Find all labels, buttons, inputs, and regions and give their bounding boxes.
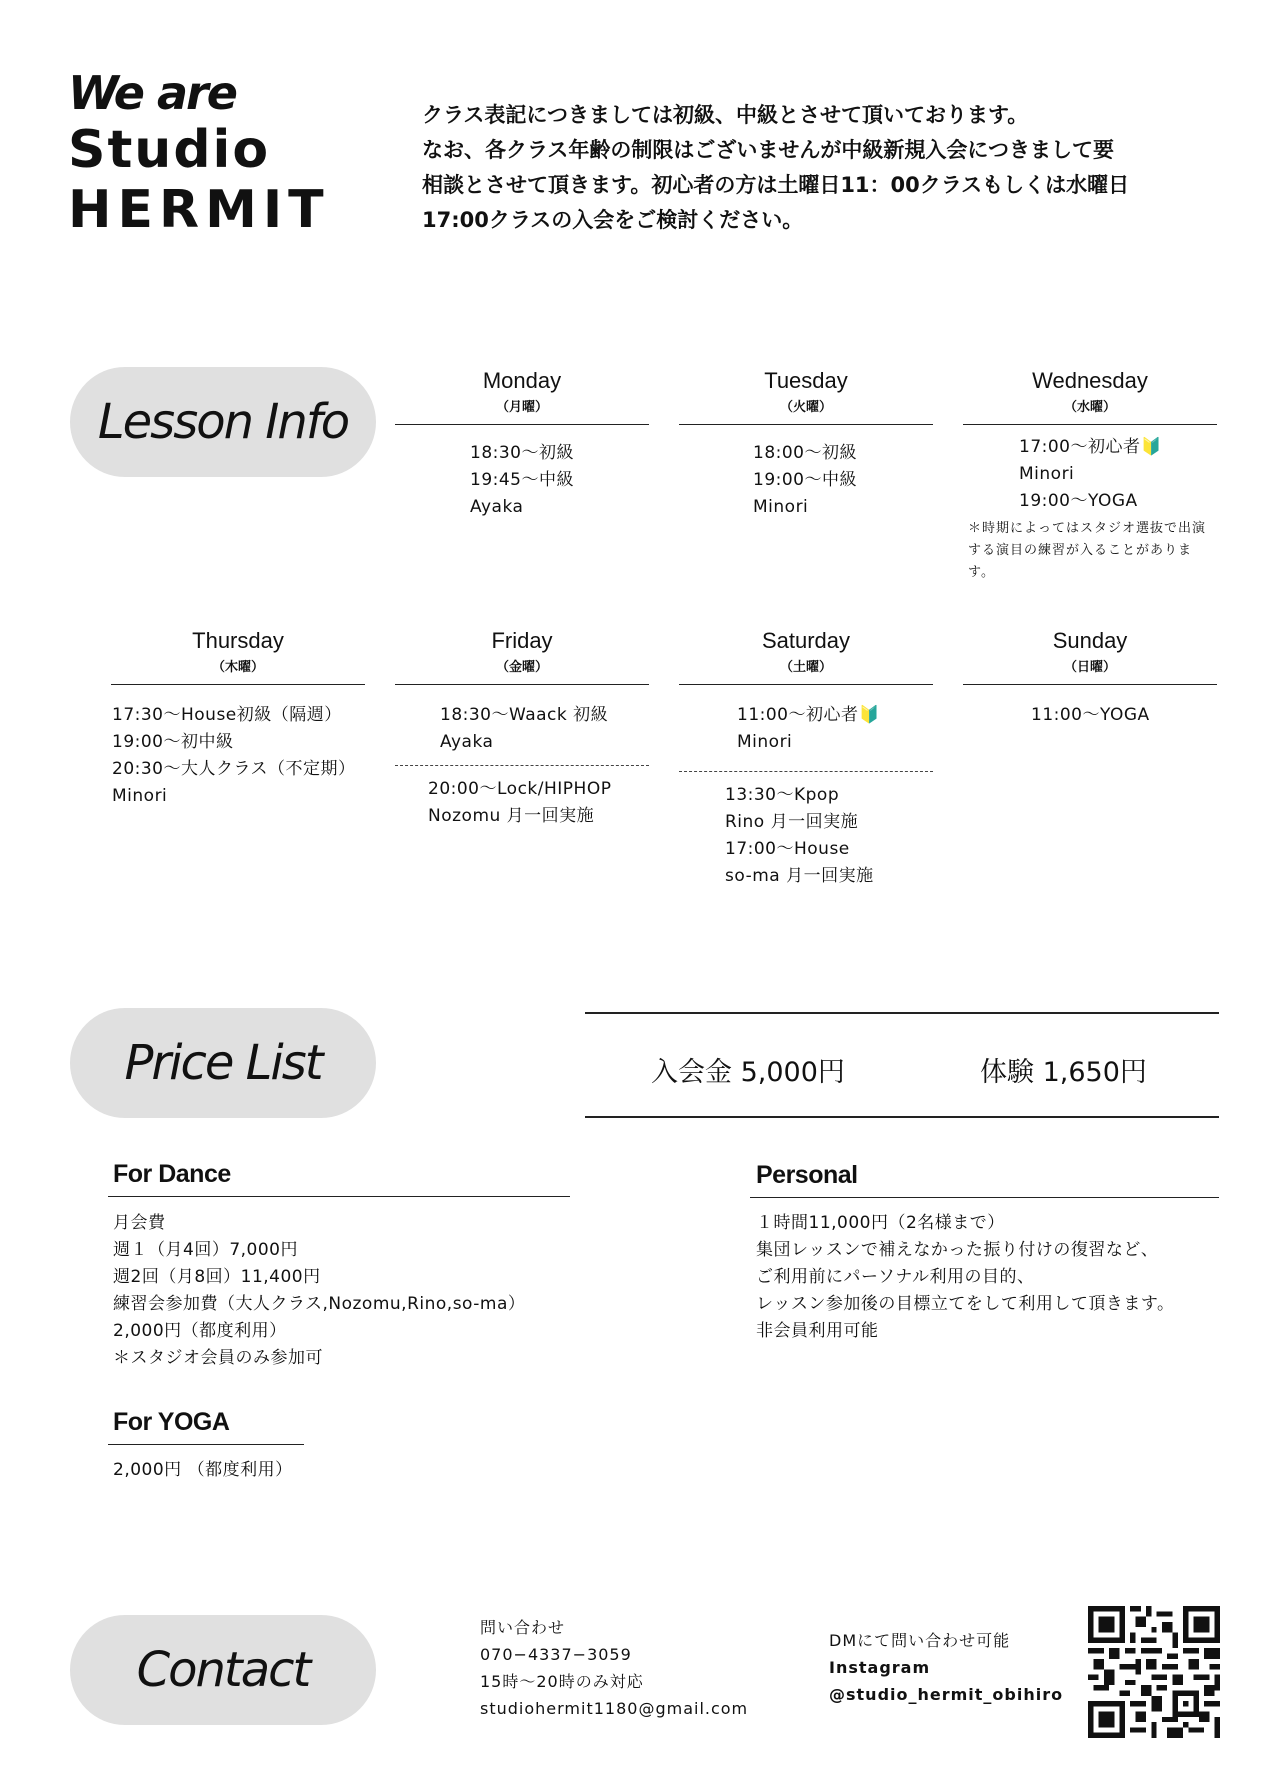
day-name-jp: （土曜） <box>779 660 832 675</box>
list-item: Minori <box>1019 464 1075 484</box>
list-item: 17:00〜House <box>725 839 850 859</box>
divider <box>108 1444 304 1445</box>
list-item: 11:00〜YOGA <box>1031 705 1150 725</box>
personal-title: Personal <box>756 1161 858 1189</box>
divider <box>963 684 1217 685</box>
day-header-sunday <box>963 628 1217 675</box>
list-item: レッスン参加後の目標立てをして利用して頂きます。 <box>756 1294 1175 1314</box>
list-item: １時間11,000円（2名様まで） <box>756 1213 1005 1233</box>
contact-label: 問い合わせ <box>480 1618 566 1637</box>
day-header-tuesday <box>679 368 933 415</box>
divider <box>679 684 933 685</box>
day-header-friday <box>395 628 649 675</box>
list-item: 週１（月4回）7,000円 <box>113 1240 298 1260</box>
email-link[interactable]: studiohermit1180@gmail.com <box>480 1699 749 1718</box>
list-item: 18:30〜Waack 初級 <box>440 705 609 725</box>
for-yoga-list <box>113 1457 293 1484</box>
intro-text <box>422 98 1242 238</box>
list-item: 週2回（月8回）11,400円 <box>113 1267 321 1287</box>
thursday-schedule <box>112 702 355 810</box>
logo-line-3: HERMIT <box>68 180 330 240</box>
divider <box>111 684 365 685</box>
day-name: Tuesday <box>764 368 848 393</box>
entry-fee: 入会金 5,000円 <box>651 1057 845 1088</box>
divider <box>108 1196 570 1197</box>
day-name: Friday <box>491 628 553 653</box>
list-item: 2,000円 （都度利用） <box>113 1460 293 1480</box>
list-item: Nozomu 月一回実施 <box>428 806 595 826</box>
list-item: 11:00〜初心者🔰 <box>737 705 881 725</box>
list-item: 20:00〜Lock/HIPHOP <box>428 779 612 799</box>
tuesday-schedule <box>753 440 857 521</box>
divider <box>679 424 933 425</box>
list-item: 練習会参加費（大人クラス,Nozomu,Rino,so-ma） <box>113 1294 526 1314</box>
list-item: 2,000円（都度利用） <box>113 1321 287 1341</box>
list-item: 17:30〜House初級（隔週） <box>112 705 342 725</box>
day-name: Wednesday <box>1032 368 1148 393</box>
instagram-handle[interactable]: @studio_hermit_obihiro <box>829 1685 1064 1704</box>
dashed-divider <box>395 765 649 766</box>
for-dance-title: For Dance <box>113 1160 231 1188</box>
divider <box>750 1197 1219 1198</box>
divider <box>395 424 649 425</box>
saturday-schedule-2 <box>725 782 874 890</box>
intro-line: 相談とさせて頂きます。初心者の方は土曜日11：00クラスもしくは水曜日 <box>422 173 1130 197</box>
personal-list <box>756 1210 1174 1345</box>
list-item: ご利用前にパーソナル利用の目的、 <box>756 1267 1035 1287</box>
logo-line-2: Studio <box>68 120 271 180</box>
day-name: Thursday <box>192 628 284 653</box>
list-item: 19:45〜中級 <box>470 470 574 490</box>
day-name-jp: （火曜） <box>779 400 832 415</box>
day-header-monday <box>395 368 649 415</box>
list-item: 20:30〜大人クラス（不定期） <box>112 759 356 779</box>
list-item: Ayaka <box>440 732 494 752</box>
qr-code-icon[interactable] <box>1088 1606 1220 1738</box>
list-item: 13:30〜Kpop <box>725 785 840 805</box>
list-item: 月会費 <box>113 1213 166 1233</box>
intro-line: なお、各クラス年齢の制限はございませんが中級新規入会につきまして要 <box>422 138 1114 162</box>
day-name: Saturday <box>761 628 851 653</box>
day-header-wednesday <box>963 368 1217 415</box>
studio-logo <box>68 66 330 240</box>
friday-schedule-1 <box>440 702 608 756</box>
day-name-jp: （水曜） <box>1063 400 1116 415</box>
list-item: 集団レッスンで補えなかった振り付けの復習など、 <box>756 1240 1159 1260</box>
list-item: 非会員利用可能 <box>756 1321 879 1341</box>
list-item: Minori <box>753 497 809 517</box>
list-item: 19:00〜中級 <box>753 470 857 490</box>
contact-heading: Contact <box>70 1615 376 1725</box>
trial-fee: 体験 1,650円 <box>980 1057 1147 1088</box>
list-item: 19:00〜YOGA <box>1019 491 1138 511</box>
list-item: 18:00〜初級 <box>753 443 857 463</box>
list-item: so-ma 月一回実施 <box>725 866 874 886</box>
logo-line-1: We are <box>68 66 236 120</box>
day-name: Sunday <box>1052 628 1128 653</box>
instagram-info <box>829 1627 1063 1708</box>
contact-info <box>480 1614 748 1722</box>
day-name-jp: （月曜） <box>495 400 548 415</box>
phone-number[interactable]: 070−4337−3059 <box>480 1645 632 1664</box>
list-item: 18:30〜初級 <box>470 443 574 463</box>
contact-hours: 15時〜20時のみ対応 <box>480 1672 644 1691</box>
monday-schedule <box>470 440 574 521</box>
day-header-thursday <box>111 628 365 675</box>
price-list-heading: Price List <box>70 1008 376 1118</box>
divider <box>963 424 1217 425</box>
list-item: Rino 月一回実施 <box>725 812 859 832</box>
divider <box>395 684 649 685</box>
list-item: 17:00〜初心者🔰 <box>1019 437 1163 457</box>
wednesday-schedule <box>1019 434 1162 515</box>
sunday-schedule <box>1031 702 1150 729</box>
day-name-jp: （木曜） <box>211 660 264 675</box>
list-item: Minori <box>112 786 168 806</box>
day-name: Monday <box>482 368 562 393</box>
instagram-label: Instagram <box>829 1658 931 1677</box>
for-yoga-title: For YOGA <box>113 1408 230 1436</box>
list-item: ＊スタジオ会員のみ参加可 <box>113 1348 323 1368</box>
list-item: Minori <box>737 732 793 752</box>
day-name-jp: （日曜） <box>1063 660 1116 675</box>
dashed-divider <box>679 771 933 772</box>
dm-note: DMにて問い合わせ可能 <box>829 1631 1011 1650</box>
friday-schedule-2 <box>428 776 611 830</box>
list-item: Ayaka <box>470 497 524 517</box>
saturday-schedule-1 <box>737 702 880 756</box>
wednesday-note: ＊時期によってはスタジオ選抜で出演する演目の練習が入ることがあります。 <box>968 521 1207 580</box>
intro-line: クラス表記につきましては初級、中級とさせて頂いております。 <box>422 103 1029 127</box>
intro-line: 17:00クラスの入会をご検討ください。 <box>422 208 804 232</box>
day-header-saturday <box>679 628 933 675</box>
fees-box <box>585 1012 1219 1118</box>
lesson-info-heading: Lesson Info <box>70 367 376 477</box>
for-dance-list <box>113 1210 525 1372</box>
day-name-jp: （金曜） <box>495 660 548 675</box>
list-item: 19:00〜初中級 <box>112 732 234 752</box>
